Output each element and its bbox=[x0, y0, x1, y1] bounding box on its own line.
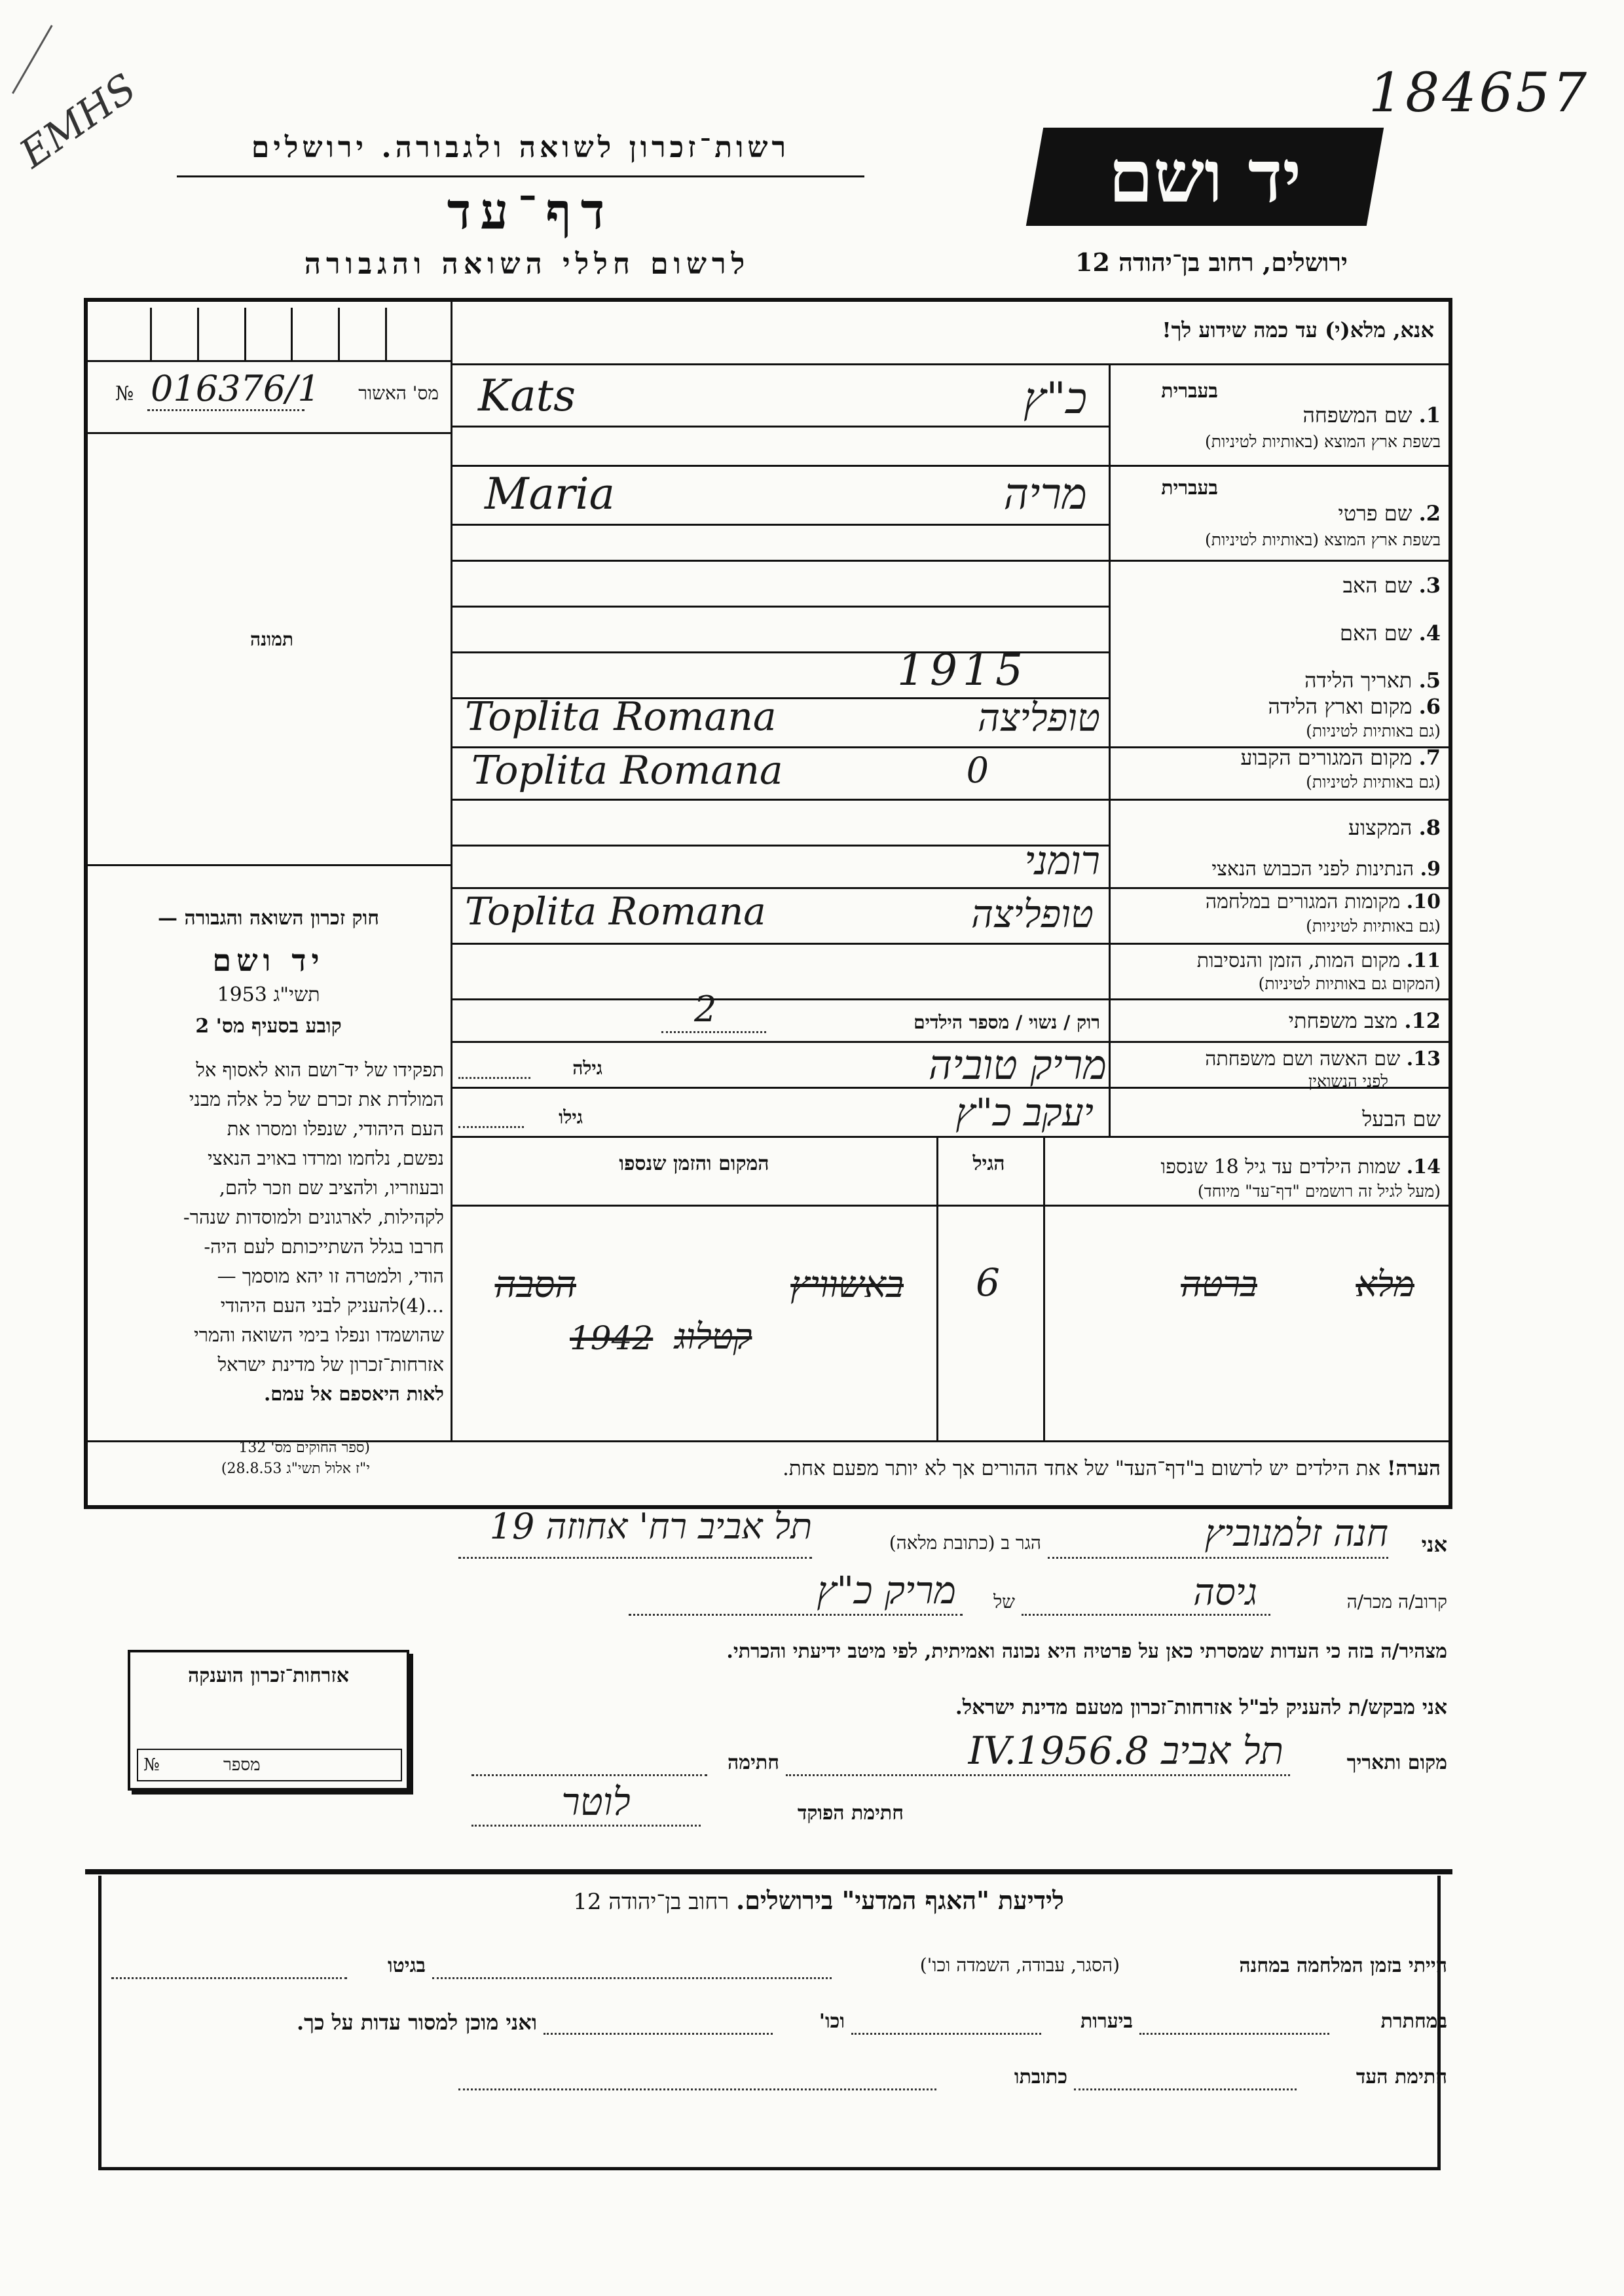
field-4-label bbox=[1120, 621, 1441, 646]
field-5-num: 5. bbox=[1418, 668, 1441, 693]
field-6-hebrew-value: טופליצה bbox=[978, 695, 1100, 740]
child-1-age: 6 bbox=[976, 1260, 1000, 1305]
footer-testimony: ואני מוכן למסור עדות על כך. bbox=[296, 2010, 537, 2035]
field-10-label bbox=[1113, 890, 1441, 913]
child-2-place-crossed: קטלוג bbox=[674, 1316, 752, 1357]
form-title: דף־עד bbox=[447, 182, 614, 240]
row-line-3 bbox=[451, 606, 1109, 608]
archive-number: 184657 bbox=[1369, 62, 1590, 124]
decl-name: חנה זלמנוביץ bbox=[1204, 1512, 1388, 1555]
field-2-hebrew-value: מריה bbox=[1003, 469, 1087, 519]
field-12-text: מצב משפחתי bbox=[1288, 1008, 1398, 1033]
footer-underground-label: במחתרת bbox=[1380, 2010, 1447, 2033]
field-11-sub: (המקום גם באותיות לטיניות) bbox=[1258, 974, 1441, 993]
law-line-5: ובעוזריו, ולהציב שם וזכר להם, bbox=[219, 1176, 444, 1199]
footer-ghetto-label: בגיטו bbox=[387, 1954, 426, 1977]
children-col-place-time: המקום והזמן שנספו bbox=[619, 1152, 769, 1175]
field-13-age-label: גילה bbox=[572, 1057, 602, 1079]
decl-relation-dotted bbox=[1022, 1614, 1270, 1616]
field-2-text: שם פרטי bbox=[1338, 501, 1412, 526]
field-13-sub: לפני הנשואין bbox=[1308, 1072, 1388, 1091]
decl-officer-signature: לוטר bbox=[561, 1779, 631, 1824]
decl-of-name: מריק כ"ץ bbox=[817, 1568, 956, 1613]
field-3-label bbox=[1120, 573, 1441, 598]
footer-forests-dotted bbox=[851, 2033, 1041, 2035]
field-9-value: רומני bbox=[1024, 838, 1100, 884]
field-10-latin-value: Toplita Romana bbox=[465, 889, 766, 934]
field-13-label bbox=[1113, 1048, 1441, 1070]
field-4-num: 4. bbox=[1418, 621, 1441, 646]
children-title bbox=[1048, 1156, 1441, 1178]
row-line-14 bbox=[451, 1136, 1450, 1138]
footer-address-dotted bbox=[458, 2088, 936, 2090]
remark-label: הערה! bbox=[1386, 1457, 1441, 1480]
remark bbox=[458, 1457, 1441, 1480]
field-12-children-count: 2 bbox=[694, 989, 717, 1030]
field-6-num: 6. bbox=[1418, 694, 1441, 719]
decl-of-dotted bbox=[629, 1614, 963, 1616]
field-1-label bbox=[1120, 403, 1441, 428]
field-7-num: 7. bbox=[1418, 745, 1441, 770]
law-logo: יד ושם bbox=[212, 943, 325, 978]
field-8-text: המקצוע bbox=[1348, 815, 1412, 840]
field-2-label bbox=[1120, 501, 1441, 526]
citizenship-number-row bbox=[137, 1749, 402, 1781]
decl-residing-label: הגר ב (כתובת מלאה) bbox=[889, 1532, 1041, 1554]
law-year: תשי"ג 1953 bbox=[217, 983, 320, 1006]
field-5-label bbox=[1120, 668, 1441, 693]
children-num: 14. bbox=[1406, 1156, 1441, 1178]
footer-witness-sign-label: חתימת העד bbox=[1356, 2066, 1447, 2088]
field-8-num: 8. bbox=[1418, 815, 1441, 840]
decl-signature-dotted bbox=[471, 1774, 707, 1776]
row-line-1b bbox=[451, 465, 1450, 467]
husband-text: שם הבעל bbox=[1362, 1106, 1441, 1131]
decl-relative-label: קרוב/ה מכר/ה bbox=[1346, 1591, 1447, 1613]
field-12-num: 12. bbox=[1404, 1008, 1441, 1033]
field-9-text: הנתינות לפני הכבוש הנאצי bbox=[1211, 858, 1414, 881]
row-line-11 bbox=[451, 998, 1450, 1000]
decl-address: תל אביב רח' אחוזה 19 bbox=[489, 1506, 812, 1547]
child-1-name: ברטה bbox=[1181, 1264, 1257, 1305]
decl-address-dotted bbox=[458, 1557, 812, 1559]
law-line-10: שהושמדו ונפלו בימי השואה והמרי bbox=[194, 1324, 444, 1346]
approval-divider bbox=[86, 432, 451, 434]
law-line-1: תפקידו של יד־ושם הוא לאסוף אל bbox=[196, 1059, 444, 1081]
field-1-text: שם המשפחה bbox=[1302, 403, 1412, 428]
field-12-label bbox=[1120, 1008, 1441, 1033]
field-7-latin-value: Toplita Romana bbox=[471, 748, 783, 793]
row-line-7 bbox=[451, 799, 1450, 801]
child-1-place: באשוויץ bbox=[790, 1264, 904, 1306]
field-6-text: מקום וארץ הלידה bbox=[1268, 694, 1412, 719]
field-4-text: שם האם bbox=[1340, 621, 1412, 646]
field-1-hebrew-value: כ"ץ bbox=[1023, 373, 1087, 424]
law-line-7: חרבו בגלל השתייכותם לעם היה- bbox=[204, 1235, 444, 1258]
decl-of-label: של bbox=[993, 1591, 1015, 1613]
field-12-status-options: רוק / נשוי / מספר הילדים bbox=[913, 1011, 1100, 1033]
footer-camp-dotted bbox=[432, 1977, 832, 1979]
children-title-text: שמות הילדים עד גיל 18 שנספו bbox=[1160, 1156, 1401, 1178]
field-10-num: 10. bbox=[1406, 890, 1441, 913]
footer-title: לידיעת "האגף המדעי" בירושלים. bbox=[735, 1886, 1064, 1915]
field-2-latin-value: Maria bbox=[485, 469, 615, 519]
husband-age-label: גילו bbox=[559, 1106, 583, 1128]
field-9-label bbox=[1120, 858, 1441, 881]
row-line-1 bbox=[451, 426, 1109, 428]
law-clause: קובע בסעיף מס' 2 bbox=[195, 1015, 342, 1038]
approval-number: 016376/1 bbox=[151, 368, 320, 409]
photo-label: תמונה bbox=[249, 629, 294, 650]
husband-age-dotted bbox=[458, 1126, 524, 1128]
law-line-2: המולדת את זכרם של כל אלה מבני bbox=[189, 1088, 444, 1110]
law-gazette-date: י"ז אלול תשי"ג 28.8.53) bbox=[221, 1461, 370, 1477]
approval-dotted bbox=[147, 409, 304, 411]
footer-divider bbox=[85, 1869, 1452, 1874]
field-2-num: 2. bbox=[1418, 501, 1441, 526]
law-box-top bbox=[86, 864, 451, 866]
label-column-divider bbox=[1109, 363, 1111, 1136]
decl-i-label: אני bbox=[1421, 1532, 1447, 1557]
field-10-hebrew-value: טופליצה bbox=[971, 892, 1094, 936]
citizenship-number-label: מספר bbox=[223, 1755, 261, 1775]
footer-etc-dotted bbox=[544, 2033, 773, 2035]
law-line-11: אזרחות־זכרון של מדינת ישראל bbox=[217, 1353, 444, 1376]
children-col-age: הגיל bbox=[972, 1152, 1005, 1175]
approval-number-boxes bbox=[105, 308, 432, 360]
field-2-hebrew-tag: בעברית bbox=[1161, 477, 1218, 500]
form-subtitle: לרשום חללי השואה והגבורה bbox=[304, 247, 750, 281]
approval-prefix: № bbox=[115, 382, 134, 405]
husband-label bbox=[1120, 1106, 1441, 1131]
decl-place-date-dotted bbox=[786, 1774, 1290, 1776]
left-column-divider bbox=[451, 300, 452, 1442]
field-7-sub: (גם באותיות לטיניות) bbox=[1306, 773, 1441, 792]
law-title: חוק זכרון השואה והגבורה — bbox=[158, 907, 379, 930]
children-bottom-line bbox=[451, 1440, 1450, 1442]
decl-officer-label: חתימת הפוקד bbox=[797, 1802, 904, 1825]
header-address: ירושלים, רחוב בן־יהודה 12 bbox=[1075, 247, 1348, 277]
field-8-label bbox=[1120, 815, 1441, 840]
citizenship-box bbox=[128, 1650, 409, 1791]
footer-address-label: כתובתו bbox=[1014, 2066, 1067, 2088]
footer-etc-label: וכו' bbox=[819, 2010, 845, 2033]
law-line-12: לאות היאספם אל עמם. bbox=[264, 1383, 444, 1405]
row-line-2b bbox=[451, 560, 1450, 562]
footer-witness-sign-dotted bbox=[1074, 2088, 1297, 2090]
child-2-place-year: 1942 bbox=[570, 1319, 654, 1357]
field-1-latin-value: Kats bbox=[478, 371, 576, 421]
field-13-text: שם האשה ושם משפחתה bbox=[1205, 1048, 1401, 1070]
field-11-text: מקום המות, הזמן והנסיבות bbox=[1196, 949, 1401, 972]
remark-text: את הילדים יש לרשום ב"דף־העד" של אחד ההורים אך לא יותר מפעם אחת. bbox=[782, 1457, 1381, 1480]
field-10-sub: (גם באותיות לטיניות) bbox=[1306, 917, 1441, 936]
law-line-6: לקהילות, לארגונים ולמוסדות שנהר- bbox=[183, 1206, 444, 1228]
field-1-sub: בשפת ארץ המוצא (באותיות לטיניות) bbox=[1205, 432, 1441, 451]
approval-label: מס' האשור bbox=[358, 382, 439, 404]
field-5-text: תאריך הלידה bbox=[1304, 668, 1412, 693]
field-13-age-dotted bbox=[458, 1077, 530, 1079]
field-6-sub: (גם באותיות לטיניות) bbox=[1306, 721, 1441, 740]
decl-name-dotted bbox=[1048, 1557, 1388, 1559]
field-7-text: מקום המגורים הקבוע bbox=[1240, 745, 1412, 770]
authority-name: רשות־זכרון לשואה ולגבורה. ירושלים bbox=[251, 131, 790, 164]
field-6-latin-value: Toplita Romana bbox=[465, 694, 777, 740]
field-13-num: 13. bbox=[1406, 1048, 1441, 1070]
law-gazette: (ספר החוקים מס' 132 bbox=[238, 1440, 370, 1456]
husband-value: יעקב כ"ץ bbox=[955, 1090, 1094, 1135]
law-body bbox=[97, 1055, 444, 1409]
footer-address: רחוב בן־יהודה 12 bbox=[573, 1889, 729, 1915]
authority-underline bbox=[177, 175, 864, 177]
footer-forests-label: ביערות bbox=[1080, 2010, 1133, 2033]
field-1-num: 1. bbox=[1418, 403, 1441, 428]
law-line-9: ...(4)להעניק לבני העם היהודי bbox=[220, 1294, 444, 1317]
top-prompt: אנא, מלא(י) עד כמה שידוע לך! bbox=[1162, 318, 1434, 342]
footer-ghetto-dotted bbox=[111, 1977, 347, 1979]
row-line-0 bbox=[451, 363, 1450, 365]
field-10-text: מקומות המגורים במלחמה bbox=[1205, 890, 1401, 913]
approval-box-bottom bbox=[86, 360, 451, 362]
row-line-2 bbox=[451, 524, 1109, 526]
field-5-value: 1915 bbox=[897, 645, 1028, 695]
children-age-divider-right bbox=[1043, 1136, 1045, 1440]
field-11-num: 11. bbox=[1406, 949, 1441, 972]
decl-relation: גיסה bbox=[1193, 1571, 1257, 1614]
field-7-hebrew-value: 0 bbox=[966, 750, 989, 791]
logo-text: יד ושם bbox=[1108, 134, 1302, 219]
field-3-num: 3. bbox=[1418, 573, 1441, 598]
field-11-label bbox=[1113, 949, 1441, 972]
field-7-label bbox=[1120, 745, 1441, 770]
decl-officer-dotted bbox=[471, 1825, 701, 1827]
yad-vashem-logo bbox=[1026, 128, 1384, 226]
decl-place-date-label: מקום ותאריך bbox=[1346, 1751, 1447, 1774]
citizenship-title: אזרחות־זכרון הוענקה bbox=[187, 1664, 350, 1687]
footer-title-row bbox=[458, 1886, 1179, 1916]
law-line-4: נפשם, נלחמו ומרדו באויב הנאצי bbox=[207, 1147, 444, 1169]
field-1-hebrew-tag: בעברית bbox=[1161, 380, 1218, 403]
law-line-8: הודי, ולמטרה זו יהא מוסמך — bbox=[217, 1265, 444, 1287]
field-2-sub: בשפת ארץ המוצא (באותיות לטיניות) bbox=[1205, 530, 1441, 549]
row-line-10 bbox=[451, 943, 1450, 945]
footer-underground-dotted bbox=[1139, 2033, 1329, 2035]
citizenship-prefix: № bbox=[143, 1755, 160, 1775]
corner-stamp: EMHS bbox=[11, 65, 145, 177]
field-9-num: 9. bbox=[1420, 858, 1441, 881]
field-12-dotted bbox=[661, 1031, 766, 1033]
footer-camp-label: הייתי בזמן המלחמה במחנה bbox=[1239, 1954, 1447, 1977]
decl-statement: מצהיר/ה בזה כי העדות שמסרתי כאן על פרטיה היא נכונה ואמיתית, לפי מיטב ידיעתי והכרתי. bbox=[726, 1640, 1447, 1663]
footer-camp-types: (הסגר, עבודה, השמדה וכו') bbox=[919, 1954, 1120, 1976]
decl-signature-label: חתימה bbox=[728, 1751, 779, 1774]
child-1-place-crossed: הסבה bbox=[494, 1264, 576, 1306]
field-13-value: מריק טוביה bbox=[928, 1041, 1107, 1089]
law-line-3: העם היהודי, שנפלו ומסרו את bbox=[227, 1118, 444, 1140]
decl-request: אני מבקש/ת להעניק לב"ל אזרחות־זכרון מטעם מדינת ישראל. bbox=[955, 1696, 1447, 1719]
field-3-text: שם האב bbox=[1342, 573, 1412, 598]
children-header-line bbox=[451, 1205, 1450, 1207]
field-6-label bbox=[1120, 694, 1441, 719]
child-1-name-crossed: מלא bbox=[1356, 1264, 1414, 1305]
children-note: (מעל לגיל זה רושמים "דף־עד" מיוחד) bbox=[1197, 1182, 1441, 1201]
decl-place-date: תל אביב 8.IV.1956 bbox=[968, 1728, 1283, 1773]
children-age-divider-left bbox=[936, 1136, 938, 1440]
